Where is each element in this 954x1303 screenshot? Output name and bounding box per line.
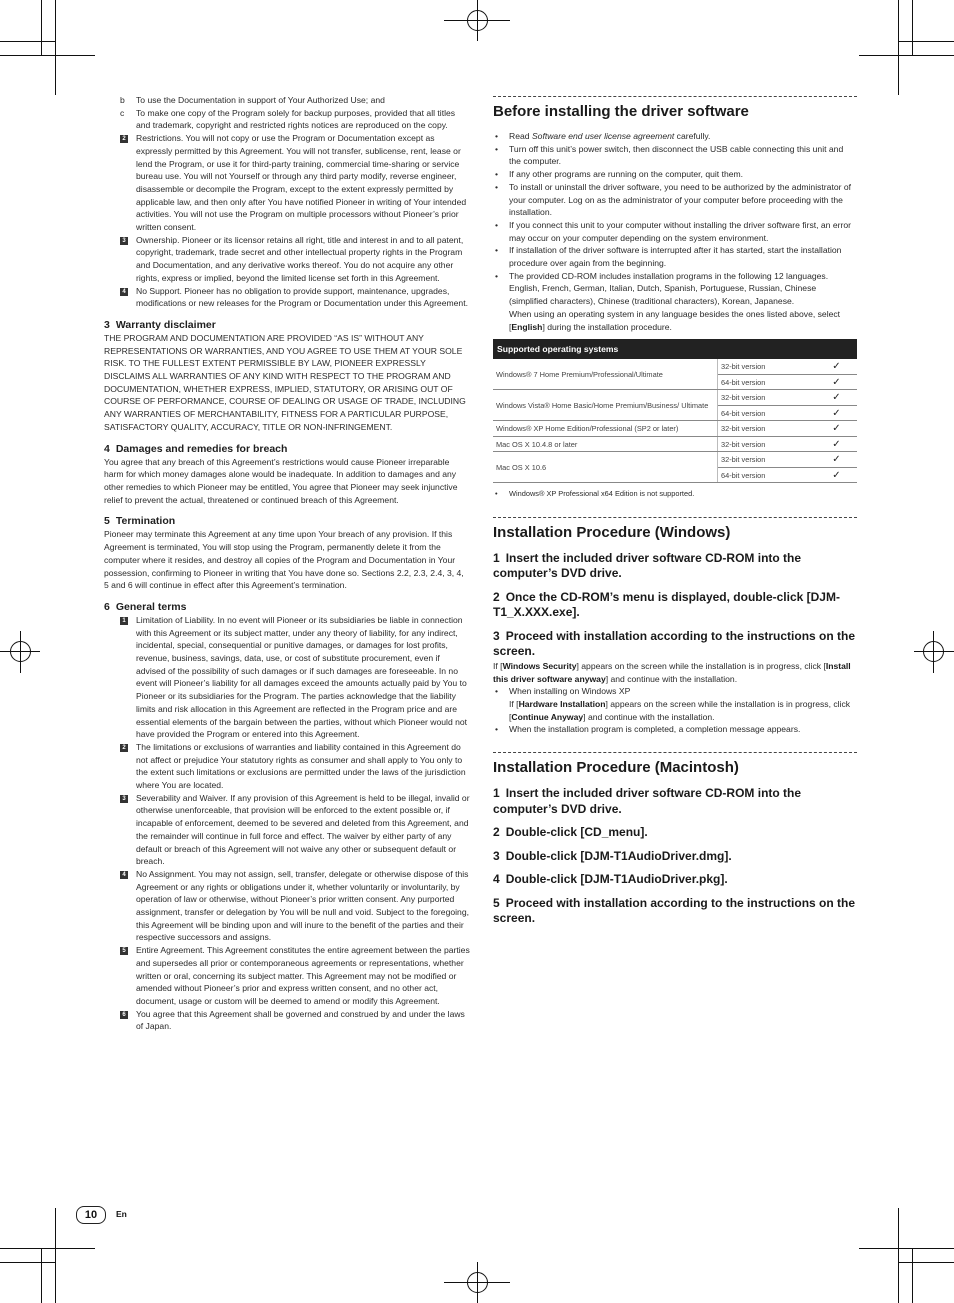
before-installing-bullets — [493, 130, 857, 270]
table-row — [493, 421, 857, 437]
right-column — [493, 96, 857, 935]
number-badge: 2 — [120, 135, 128, 143]
step-number: 1 — [493, 550, 500, 565]
check-icon: ✓ — [816, 405, 857, 421]
mac-step — [493, 872, 857, 888]
step-number: 3 — [493, 628, 500, 643]
step-number: 5 — [493, 895, 500, 910]
bullet-text: If any other programs are running on the computer, quit them. — [509, 169, 744, 180]
mac-steps — [493, 786, 857, 927]
license-numbered-item — [104, 285, 470, 310]
windows-xp-bullet: • When installing on Windows XP If [Hardware Installation] appears on the screen while the installation is in progress, click [Continue Anyway] and continue with the installation. — [495, 686, 851, 722]
damages-text: You agree that any breach of this Agreement’s restrictions would cause Pioneer irreparable harm for which money damages alone would be inadequate. In addition to damages and any other remedies to which Pioneer may be entitled, You agree that Pioneer may seek injunctive relief to prevent the actual, threatened or continued breach of this Agreement. — [104, 456, 458, 505]
general-term-item — [104, 614, 470, 741]
bullet-icon: • — [495, 724, 499, 735]
bit-version: 64-bit version — [718, 467, 817, 483]
divider — [493, 96, 857, 97]
license-numbered-item — [104, 132, 470, 234]
before-bullet — [493, 219, 857, 244]
os-name: Windows® 7 Home Premium/Professional/Ultimate — [493, 359, 718, 390]
item-letter: b — [120, 95, 125, 105]
bit-version: 64-bit version — [718, 374, 817, 390]
before-bullet — [493, 181, 857, 219]
check-icon: ✓ — [816, 359, 857, 374]
number-badge: 6 — [120, 1011, 128, 1019]
bullet-text: carefully. — [674, 131, 711, 141]
page-number: 10 — [76, 1206, 106, 1224]
license-numbered-item — [104, 234, 470, 285]
item-text: The limitations or exclusions of warranties and liability contained in this Agreement do not affect or prejudice Your statutory rights as consumer and shall apply to You only to the extent such limitations or exclusions are permitted under the laws of the jurisdiction where You are located. — [136, 741, 466, 791]
before-bullet — [493, 143, 857, 168]
general-term-item — [104, 741, 470, 792]
item-text: Entire Agreement. This Agreement constitutes the entire agreement between the parties and supersedes all prior or contemporaneous agreements or representations, whether written or oral, concerning its subject matter. This Agreement may not be modified or amended without Pioneer’s prior and express written consent, and no other act, document, usage or custom will be deemed to amend or modify this Agreement. — [136, 945, 470, 1006]
general-term-item — [104, 944, 470, 1008]
step-number: 4 — [493, 872, 500, 887]
general-term-item — [104, 792, 470, 868]
item-text: Restrictions. You will not copy or use the Program or Documentation except as expressly permitted by this Agreement. You will not transfer, sublicense, rent, lease or lend the Program, or use it for third-party training, commercial time-sharing or service bureau use. You will not Yourself or through any third party modify, reverse engineer, disassemble or decompile the Program, except to the extent expressly permitted by applicable law, and then only after You have notified Pioneer in writing of Your intended activities. You will not use the Program on multiple processors without Pioneer’s prior written consent. — [136, 133, 467, 233]
number-badge: 4 — [120, 288, 128, 296]
number-badge: 3 — [120, 237, 128, 245]
bit-version: 32-bit version — [718, 452, 817, 468]
table-header: Supported operating systems — [493, 339, 857, 359]
windows-steps — [493, 551, 857, 660]
bullet-icon: • — [495, 181, 499, 192]
step-number: 3 — [493, 848, 500, 863]
table-row — [493, 436, 857, 452]
step-number: 2 — [493, 825, 500, 840]
mac-install-title: Installation Procedure (Macintosh) — [493, 759, 739, 777]
section-general-heading: 6 General terms — [104, 600, 187, 613]
left-column — [104, 94, 470, 1033]
bit-version: 32-bit version — [718, 436, 817, 452]
section-damages-heading: 4 Damages and remedies for breach — [104, 442, 288, 455]
section-termination-heading: 5 Termination — [104, 515, 176, 528]
general-term-item — [104, 1008, 470, 1033]
general-terms-items — [104, 614, 470, 1033]
bullet-icon: • — [495, 143, 499, 154]
table-row — [493, 452, 857, 468]
bullet-emphasis: Software end user license agreement — [531, 131, 675, 141]
windows-step — [493, 590, 857, 621]
table-row — [493, 359, 857, 374]
check-icon: ✓ — [816, 390, 857, 406]
check-icon: ✓ — [816, 436, 857, 452]
bullet-text: Read — [509, 131, 532, 141]
warranty-text: THE PROGRAM AND DOCUMENTATION ARE PROVIDED “AS IS” WITHOUT ANY REPRESENTATIONS OR WARRANTIES, AND YOU AGREE TO USE THEM AT YOUR SOLE RISK. TO THE FULLEST EXTENT PERMISSIBLE BY LAW, PIONEER EXPRESSLY DISCLAIMS ALL WARRANTIES OF ANY KIND WITH RESPECT TO THE PROGRAM AND DOCUMENTATION, WHETHER EXPRESS, IMPLIED, STATUTORY, OR ARISING OUT OF COURSE OF PERFORMANCE, COURSE OF DEALING OR USAGE OF TRADE, INCLUDING ANY WARRANTIES OF MERCHANTABILITY, FITNESS FOR A PARTICULAR PURPOSE, SATISFACTORY QUALITY, ACCURACY, TITLE OR NON-INFRINGEMENT. — [104, 332, 466, 432]
mac-step — [493, 849, 857, 865]
bit-version: 32-bit version — [718, 390, 817, 406]
item-text: Ownership. Pioneer or its licensor retains all right, title and interest in and to all patent, copyright, trademark, trade secret and other intellectual property rights in the Program and Documentation, and any derivative works thereof. You do not acquire any other rights, express or implied, beyond the limited license set forth in this Agreement. — [136, 234, 464, 283]
language-code: En — [116, 1209, 127, 1219]
bullet-icon: • — [495, 245, 499, 256]
windows-install-title: Installation Procedure (Windows) — [493, 523, 731, 541]
license-numbered-items — [104, 132, 470, 310]
step-text: Insert the included driver software CD-ROM into the computer’s DVD drive. — [493, 786, 802, 816]
item-text: To make one copy of the Program solely for backup purposes, provided that all titles and trademark, copyright and restricted rights notices are reproduced on the copy. — [136, 107, 456, 131]
bullet-icon: • — [495, 219, 499, 230]
item-text: No Assignment. You may not assign, sell, transfer, delegate or otherwise dispose of this Agreement or any rights or obligations under it, whether voluntarily or involuntarily, by operation of law or otherwise, without Pioneer’s prior written consent. Any purported assignment, transfer or delegation by You will be null and void. Subject to the foregoing, this Agreement will be binding upon and will inure to the benefit of the parties and their respective successors and assigns. — [136, 868, 469, 943]
mac-step — [493, 786, 857, 817]
os-name: Mac OS X 10.4.8 or later — [493, 436, 718, 452]
general-term-item — [104, 868, 470, 944]
bit-version: 32-bit version — [718, 359, 817, 374]
termination-text: Pioneer may terminate this Agreement at any time upon Your breach of any provision. If this Agreement is terminated, You will stop using the Program, permanently delete it from the computer where it resides, and destroy all copies of the Program and Documentation in Your possession, confirming to Pioneer in writing that You have done so. Sections 2.2, 2.3, 2.4, 3, 4, 5 and 6 will continue in effect after this Agreement’s termination. — [104, 529, 464, 591]
divider — [493, 517, 857, 518]
bit-version: 64-bit version — [718, 405, 817, 421]
step-text: Insert the included driver software CD-ROM into the computer’s DVD drive. — [493, 550, 802, 581]
bullet-text: Turn off this unit’s power switch, then disconnect the USB cable connecting this unit and the computer. — [509, 143, 844, 167]
check-icon: ✓ — [816, 452, 857, 468]
bullet-text: If you connect this unit to your computer without installing the driver software first, an error may occur on your computer depending on the system environment. — [509, 219, 851, 243]
divider — [493, 752, 857, 753]
license-lettered-item — [104, 107, 470, 132]
step-text: Double-click [CD_menu]. — [505, 825, 648, 840]
item-letter: c — [120, 107, 125, 118]
step-text: Proceed with installation according to the instructions on the screen. — [493, 895, 856, 926]
step-number: 2 — [493, 589, 500, 604]
before-bullet — [493, 130, 857, 143]
before-bullet — [493, 168, 857, 181]
before-installing-title: Before installing the driver software — [493, 103, 749, 120]
bullet-text: To install or uninstall the driver software, you need to be authorized by the administrator of your computer. Log on as the administrator of your computer before proceeding with the installation. — [509, 181, 852, 218]
item-text: You agree that this Agreement shall be governed and construed by and under the laws of Japan. — [136, 1008, 465, 1032]
item-text: Limitation of Liability. In no event will Pioneer or its subsidiaries be liable in connection with this Agreement or its subject matter, under any theory of liability, for any indirect, incidental, special, consequential or punitive damages, or damages for lost profits, revenue, business, savings, data, use, or cost of substitute procurement, even if advised of the possibility of such damages or if such damages are foreseeable. In no event will Pioneer’s liability for all damages exceed the amounts actually paid by You to Pioneer or its subsidiaries for the Program. The parties acknowledge that the liability limits and risk allocation in this Agreement are reflected in the Program price and are essential elements of the bargain between the parties, without which Pioneer would not have provided the Program or entered into this Agreement. — [136, 614, 468, 740]
item-text: No Support. Pioneer has no obligation to provide support, maintenance, upgrades, modifications or new releases for the Program or Documentation under this Agreement. — [136, 285, 468, 309]
bullet-icon: • — [495, 686, 499, 697]
windows-security-note: If [Windows Security] appears on the screen while the installation is in progress, click [Install this driver software anyway] and continue with the installation. — [493, 660, 851, 684]
check-icon: ✓ — [816, 467, 857, 483]
table-note: • Windows® XP Professional x64 Edition is not supported. — [493, 488, 857, 501]
bit-version: 32-bit version — [718, 421, 817, 437]
item-text: To use the Documentation in support of Your Authorized Use; and — [136, 95, 385, 105]
number-badge: 4 — [120, 871, 128, 879]
bullet-icon: • — [495, 131, 499, 141]
check-icon: ✓ — [816, 421, 857, 437]
step-text: Double-click [DJM-T1AudioDriver.dmg]. — [505, 848, 732, 863]
number-badge: 5 — [120, 947, 128, 955]
number-badge: 2 — [120, 744, 128, 752]
completion-bullet: • When the installation program is completed, a completion message appears. — [495, 724, 801, 735]
step-text: Proceed with installation according to the instructions on the screen. — [493, 628, 856, 659]
bullet-icon: • — [495, 169, 499, 180]
number-badge: 1 — [120, 617, 128, 625]
supported-os-table — [493, 339, 857, 483]
os-name: Windows Vista® Home Basic/Home Premium/Business/ Ultimate — [493, 390, 718, 421]
mac-step — [493, 896, 857, 927]
check-icon: ✓ — [816, 374, 857, 390]
number-badge: 3 — [120, 795, 128, 803]
item-text: Severability and Waiver. If any provision of this Agreement is held to be illegal, invalid or otherwise unenforceable, that provision will be enforced to the extent possible or, if incapable of enforcement, deemed to be severed and deleted from this Agreement, and the remainder will continue in full force and effect. The waiver by either party of any default or breach of this Agreement will not waive any other or subsequent default or breach. — [136, 792, 470, 867]
bullet-text: If installation of the driver software is interrupted after it has started, start the installation procedure over again from the beginning. — [509, 245, 842, 269]
license-lettered-item — [104, 94, 470, 107]
os-name: Mac OS X 10.6 — [493, 452, 718, 483]
before-bullet — [493, 244, 857, 269]
mac-step — [493, 825, 857, 841]
section-warranty-heading: 3 Warranty disclaimer — [104, 318, 216, 331]
windows-step — [493, 629, 857, 660]
step-text: Once the CD-ROM’s menu is displayed, double-click [DJM-T1_X.XXX.exe]. — [493, 589, 840, 620]
languages-bullet: • The provided CD-ROM includes installation programs in the following 12 languages. English, French, German, Italian, Dutch, Spanish, Portuguese, Russian, Chinese (simplified characters), Chinese (traditional characters), Korean, Japanese. When using an operating system in any language besides the ones listed above, select [English] during the installation procedure. — [495, 270, 841, 332]
step-text: Double-click [DJM-T1AudioDriver.pkg]. — [505, 872, 728, 887]
step-number: 1 — [493, 786, 500, 801]
os-name: Windows® XP Home Edition/Professional (SP2 or later) — [493, 421, 718, 437]
bullet-icon: • — [495, 489, 498, 499]
table-row — [493, 390, 857, 406]
license-lettered-items — [104, 94, 470, 132]
bullet-icon: • — [495, 270, 499, 281]
windows-step — [493, 551, 857, 582]
